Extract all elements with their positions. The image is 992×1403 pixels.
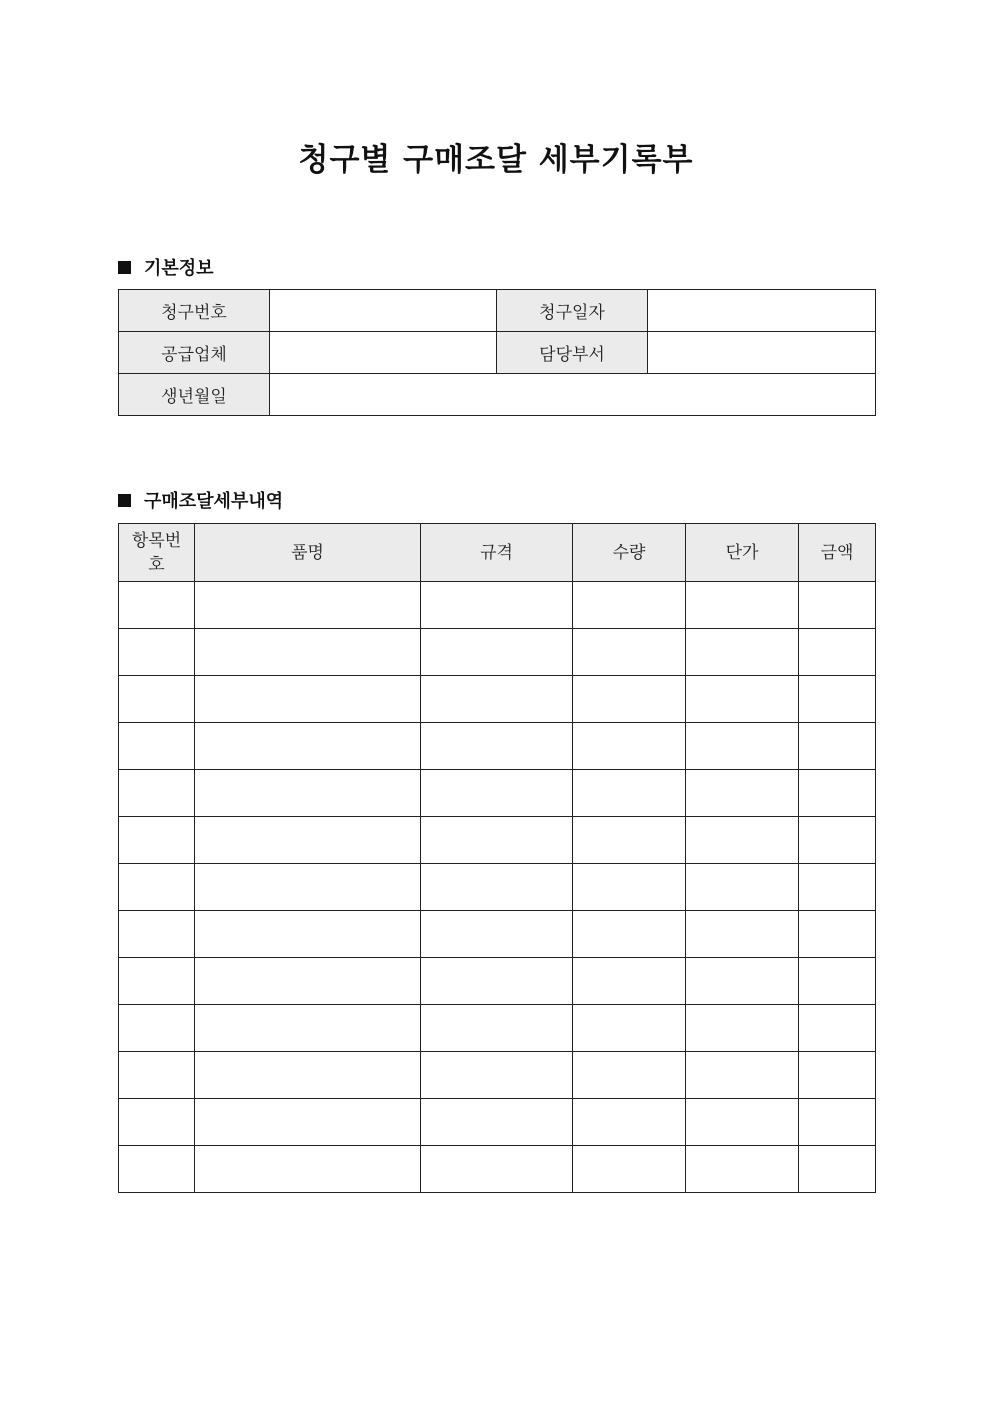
- spec-cell[interactable]: [421, 817, 573, 864]
- table-row: [119, 817, 876, 864]
- document-title: 청구별 구매조달 세부기록부: [298, 142, 694, 178]
- square-bullet-icon: [118, 494, 131, 507]
- details-table-body: [119, 582, 876, 1193]
- table-row: [119, 629, 876, 676]
- birth-date-field[interactable]: [270, 374, 876, 416]
- amount-cell[interactable]: [799, 1099, 876, 1146]
- item-name-cell[interactable]: [195, 864, 421, 911]
- table-row: [119, 1146, 876, 1193]
- quantity-cell[interactable]: [573, 817, 686, 864]
- quantity-cell[interactable]: [573, 1146, 686, 1193]
- column-header-unit-price: 단가: [686, 524, 799, 582]
- square-bullet-icon: [118, 261, 131, 274]
- spec-cell[interactable]: [421, 676, 573, 723]
- column-header-item-name: 품명: [195, 524, 421, 582]
- spec-cell[interactable]: [421, 629, 573, 676]
- spec-cell[interactable]: [421, 864, 573, 911]
- item-name-cell[interactable]: [195, 1052, 421, 1099]
- birth-date-label: 생년월일: [119, 374, 270, 416]
- amount-cell[interactable]: [799, 582, 876, 629]
- quantity-cell[interactable]: [573, 582, 686, 629]
- item-no-cell[interactable]: [119, 1052, 195, 1099]
- spec-cell[interactable]: [421, 723, 573, 770]
- item-no-cell[interactable]: [119, 1099, 195, 1146]
- item-no-cell[interactable]: [119, 1005, 195, 1052]
- procurement-details-table: [118, 523, 876, 1193]
- item-name-cell[interactable]: [195, 1099, 421, 1146]
- item-no-cell[interactable]: [119, 864, 195, 911]
- item-name-cell[interactable]: [195, 911, 421, 958]
- basic-info-heading: [118, 254, 214, 280]
- amount-cell[interactable]: [799, 864, 876, 911]
- column-header-quantity: 수량: [573, 524, 686, 582]
- quantity-cell[interactable]: [573, 723, 686, 770]
- item-name-cell[interactable]: [195, 1005, 421, 1052]
- amount-cell[interactable]: [799, 1146, 876, 1193]
- info-row: [119, 290, 876, 332]
- unit-price-cell[interactable]: [686, 582, 799, 629]
- spec-cell[interactable]: [421, 1005, 573, 1052]
- item-name-cell[interactable]: [195, 723, 421, 770]
- quantity-cell[interactable]: [573, 911, 686, 958]
- request-no-label: 청구번호: [119, 290, 270, 332]
- column-header-item-no: [119, 524, 195, 582]
- unit-price-cell[interactable]: [686, 864, 799, 911]
- basic-info-table: [118, 289, 876, 416]
- quantity-cell[interactable]: [573, 1052, 686, 1099]
- spec-cell[interactable]: [421, 1099, 573, 1146]
- quantity-cell[interactable]: [573, 1005, 686, 1052]
- amount-cell[interactable]: [799, 723, 876, 770]
- table-row: [119, 1005, 876, 1052]
- table-row: [119, 1052, 876, 1099]
- quantity-cell[interactable]: [573, 1099, 686, 1146]
- request-no-field[interactable]: [270, 290, 497, 332]
- unit-price-cell[interactable]: [686, 958, 799, 1005]
- item-no-cell[interactable]: [119, 723, 195, 770]
- table-row: [119, 958, 876, 1005]
- item-name-cell[interactable]: [195, 817, 421, 864]
- table-header-row: [119, 524, 876, 582]
- info-row: [119, 374, 876, 416]
- item-name-cell[interactable]: [195, 770, 421, 817]
- info-row: [119, 332, 876, 374]
- spec-cell[interactable]: [421, 958, 573, 1005]
- table-row: [119, 864, 876, 911]
- unit-price-cell[interactable]: [686, 723, 799, 770]
- unit-price-cell[interactable]: [686, 1146, 799, 1193]
- unit-price-cell[interactable]: [686, 1005, 799, 1052]
- table-row: [119, 770, 876, 817]
- item-no-cell[interactable]: [119, 770, 195, 817]
- item-no-cell[interactable]: [119, 1146, 195, 1193]
- table-row: [119, 582, 876, 629]
- unit-price-cell[interactable]: [686, 1099, 799, 1146]
- unit-price-cell[interactable]: [686, 676, 799, 723]
- table-row: [119, 1099, 876, 1146]
- table-row: [119, 723, 876, 770]
- department-field[interactable]: [648, 332, 876, 374]
- basic-info-heading-text: 기본정보: [144, 258, 214, 279]
- amount-cell[interactable]: [799, 817, 876, 864]
- item-no-cell[interactable]: [119, 817, 195, 864]
- supplier-label: 공급업체: [119, 332, 270, 374]
- request-date-label: 청구일자: [497, 290, 648, 332]
- quantity-cell[interactable]: [573, 676, 686, 723]
- amount-cell[interactable]: [799, 676, 876, 723]
- column-header-amount: 금액: [799, 524, 876, 582]
- column-header-spec: 규격: [421, 524, 573, 582]
- item-name-cell[interactable]: [195, 676, 421, 723]
- spec-cell[interactable]: [421, 1146, 573, 1193]
- request-date-field[interactable]: [648, 290, 876, 332]
- amount-cell[interactable]: [799, 1052, 876, 1099]
- supplier-field[interactable]: [270, 332, 497, 374]
- spec-cell[interactable]: [421, 911, 573, 958]
- unit-price-cell[interactable]: [686, 1052, 799, 1099]
- unit-price-cell[interactable]: [686, 911, 799, 958]
- spec-cell[interactable]: [421, 770, 573, 817]
- unit-price-cell[interactable]: [686, 629, 799, 676]
- quantity-cell[interactable]: [573, 629, 686, 676]
- item-no-cell[interactable]: [119, 676, 195, 723]
- item-no-cell[interactable]: [119, 958, 195, 1005]
- table-row: [119, 676, 876, 723]
- item-name-cell[interactable]: [195, 958, 421, 1005]
- spec-cell[interactable]: [421, 582, 573, 629]
- unit-price-cell[interactable]: [686, 817, 799, 864]
- details-heading: [118, 487, 283, 513]
- amount-cell[interactable]: [799, 958, 876, 1005]
- department-label: 담당부서: [497, 332, 648, 374]
- table-row: [119, 911, 876, 958]
- unit-price-cell[interactable]: [686, 770, 799, 817]
- item-no-cell[interactable]: [119, 582, 195, 629]
- item-name-cell[interactable]: [195, 1146, 421, 1193]
- amount-cell[interactable]: [799, 770, 876, 817]
- item-no-cell[interactable]: [119, 629, 195, 676]
- item-name-cell[interactable]: [195, 582, 421, 629]
- item-name-cell[interactable]: [195, 629, 421, 676]
- amount-cell[interactable]: [799, 629, 876, 676]
- item-no-cell[interactable]: [119, 911, 195, 958]
- spec-cell[interactable]: [421, 1052, 573, 1099]
- quantity-cell[interactable]: [573, 958, 686, 1005]
- quantity-cell[interactable]: [573, 864, 686, 911]
- amount-cell[interactable]: [799, 911, 876, 958]
- details-heading-text: 구매조달세부내역: [144, 491, 284, 512]
- column-header-item-no-text: 항목번호: [131, 530, 182, 575]
- quantity-cell[interactable]: [573, 770, 686, 817]
- amount-cell[interactable]: [799, 1005, 876, 1052]
